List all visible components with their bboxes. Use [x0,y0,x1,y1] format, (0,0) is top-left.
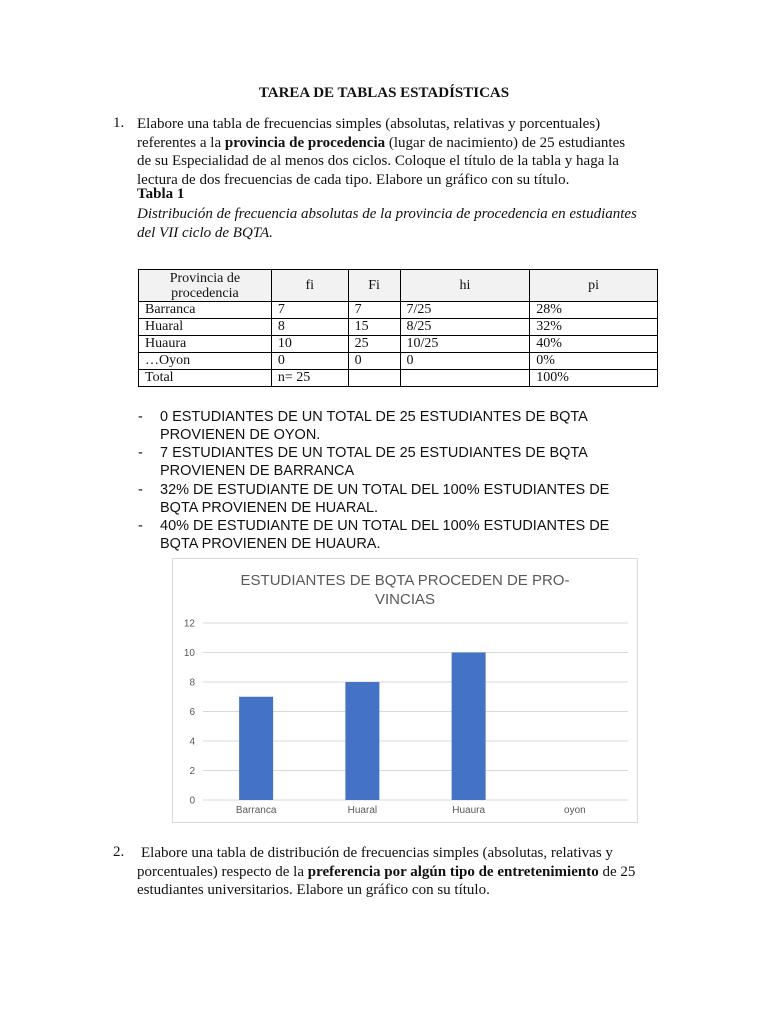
table-cell: n= 25 [271,370,348,387]
chart-title-line-1: ESTUDIANTES DE BQTA PROCEDEN DE PRO- [240,572,570,589]
table-cell: 7/25 [400,302,530,319]
bullet-dash: - [138,482,143,498]
item-1-number: 1. [113,115,125,131]
bar-chart [172,558,638,823]
reading-item [138,444,658,480]
item-2-line-3: estudiantes universitarios. Elabore un gráfico con su título. [137,882,490,898]
table-cell: Huaura [139,336,272,353]
x-tick-label: Huaura [452,805,486,816]
item-1-line-3: de su Especialidad de al menos dos ciclos. Coloque el título de la tabla y haga la [137,153,619,169]
table-cell: Huaral [139,319,272,336]
y-tick-label: 0 [189,795,195,807]
table-cell: 7 [271,302,348,319]
table-caption [137,205,667,242]
reading-line-1: 32% DE ESTUDIANTE DE UN TOTAL DEL 100% ESTUDIANTES DE [160,482,610,498]
reading-line-2: PROVIENEN DE BARRANCA [160,463,355,479]
item-2-number: 2. [113,844,125,860]
table-row [139,353,658,370]
table-cell: 40% [530,336,658,353]
chart-title-line-2: VINCIAS [374,591,436,608]
table-cell: 8 [271,319,348,336]
bullet-dash: - [138,445,143,461]
table-cell: 0 [348,353,400,370]
header-hi: hi [400,270,530,302]
table-cell: 0 [400,353,530,370]
table-row [139,302,658,319]
reading-item [138,517,658,553]
header-provincia: Provincia de procedencia [139,270,272,302]
table-cell: 10/25 [400,336,530,353]
x-tick-label: Huaral [347,805,378,816]
table-cell: 32% [530,319,658,336]
reading-line-1: 0 ESTUDIANTES DE UN TOTAL DE 25 ESTUDIANTES DE BQTA [160,409,588,425]
item-1-line-2-end: (lugar de nacimiento) de 25 estudiantes [385,134,626,151]
bar-barranca [239,697,273,800]
table-row [139,336,658,353]
reading-text [160,481,630,517]
item-1-line-2 [137,134,658,153]
table-caption-line-1: Distribución de frecuencia absolutas de la provincia de procedencia en estudiantes [137,206,637,222]
table-cell: 25 [348,336,400,353]
item-2-text [137,844,658,900]
item-1-text [137,115,658,189]
reading-text [160,444,630,480]
table-row [139,319,658,336]
reading-text [160,408,630,444]
table-row-total [139,370,658,387]
header-pi: pi [530,270,658,302]
table-cell: Total [139,370,272,387]
reading-line-1: 7 ESTUDIANTES DE UN TOTAL DE 25 ESTUDIANTES DE BQTA [160,445,588,461]
y-tick-label: 2 [189,766,195,777]
item-2-line-1: Elabore una tabla de distribución de frecuencias simples (absolutas, relativas y [141,845,613,861]
item-1-line-2-start: referentes a la [137,134,225,151]
bullet-dash: - [138,518,143,534]
item-1-line-1: Elabore una tabla de frecuencias simples (absolutas, relativas y porcentuales) [137,116,601,132]
bar-chart-svg [173,559,637,822]
reading-line-2: PROVIENEN DE OYON. [160,427,321,443]
y-tick-label: 8 [189,677,195,689]
reading-item [138,408,658,444]
y-tick-label: 10 [183,648,195,659]
item-1-emphasis: provincia de procedencia [224,134,386,151]
bar-huaral [345,682,379,800]
table-cell: 10 [271,336,348,353]
bullet-dash: - [138,409,143,425]
item-2-line-2 [137,863,658,882]
table-cell: 0% [530,353,658,370]
y-tick-label: 6 [189,707,195,718]
reading-line-2: BQTA PROVIENEN DE HUAURA. [160,536,381,552]
item-2-line-2-start: porcentuales) respecto de la [137,863,308,880]
y-tick-label: 4 [189,736,195,748]
table-cell: …Oyon [139,353,272,370]
bar-huaura [452,653,486,801]
frequency-table [138,269,658,387]
table-label: Tabla 1 [137,186,185,202]
table-cell: Barranca [139,302,272,319]
item-2-line-2-end: de 25 [598,863,636,880]
table-cell [400,370,530,387]
table-cell: 15 [348,319,400,336]
reading-text [160,517,630,553]
item-1-line-4: lectura de dos frecuencias de cada tipo. Elabore un gráfico con su título. [137,171,570,188]
table-cell: 28% [530,302,658,319]
table-cell: 8/25 [400,319,530,336]
table-header-row [139,270,658,302]
x-tick-label: Barranca [235,805,277,816]
table-cell: 100% [530,370,658,387]
table-cell [348,370,400,387]
table-caption-line-2: del VII ciclo de BQTA. [137,224,273,241]
table-cell: 7 [348,302,400,319]
x-tick-label: oyon [564,805,586,816]
header-Fi: Fi [348,270,400,302]
reading-line-1: 40% DE ESTUDIANTE DE UN TOTAL DEL 100% ESTUDIANTES DE [160,518,610,534]
item-2-emphasis: preferencia por algún tipo de entretenimiento [307,863,599,880]
reading-item [138,481,658,517]
page-title: TAREA DE TABLAS ESTADÍSTICAS [258,85,510,101]
header-fi: fi [271,270,348,302]
table-cell: 0 [271,353,348,370]
y-tick-label: 12 [183,618,195,630]
reading-line-2: BQTA PROVIENEN DE HUARAL. [160,500,379,516]
